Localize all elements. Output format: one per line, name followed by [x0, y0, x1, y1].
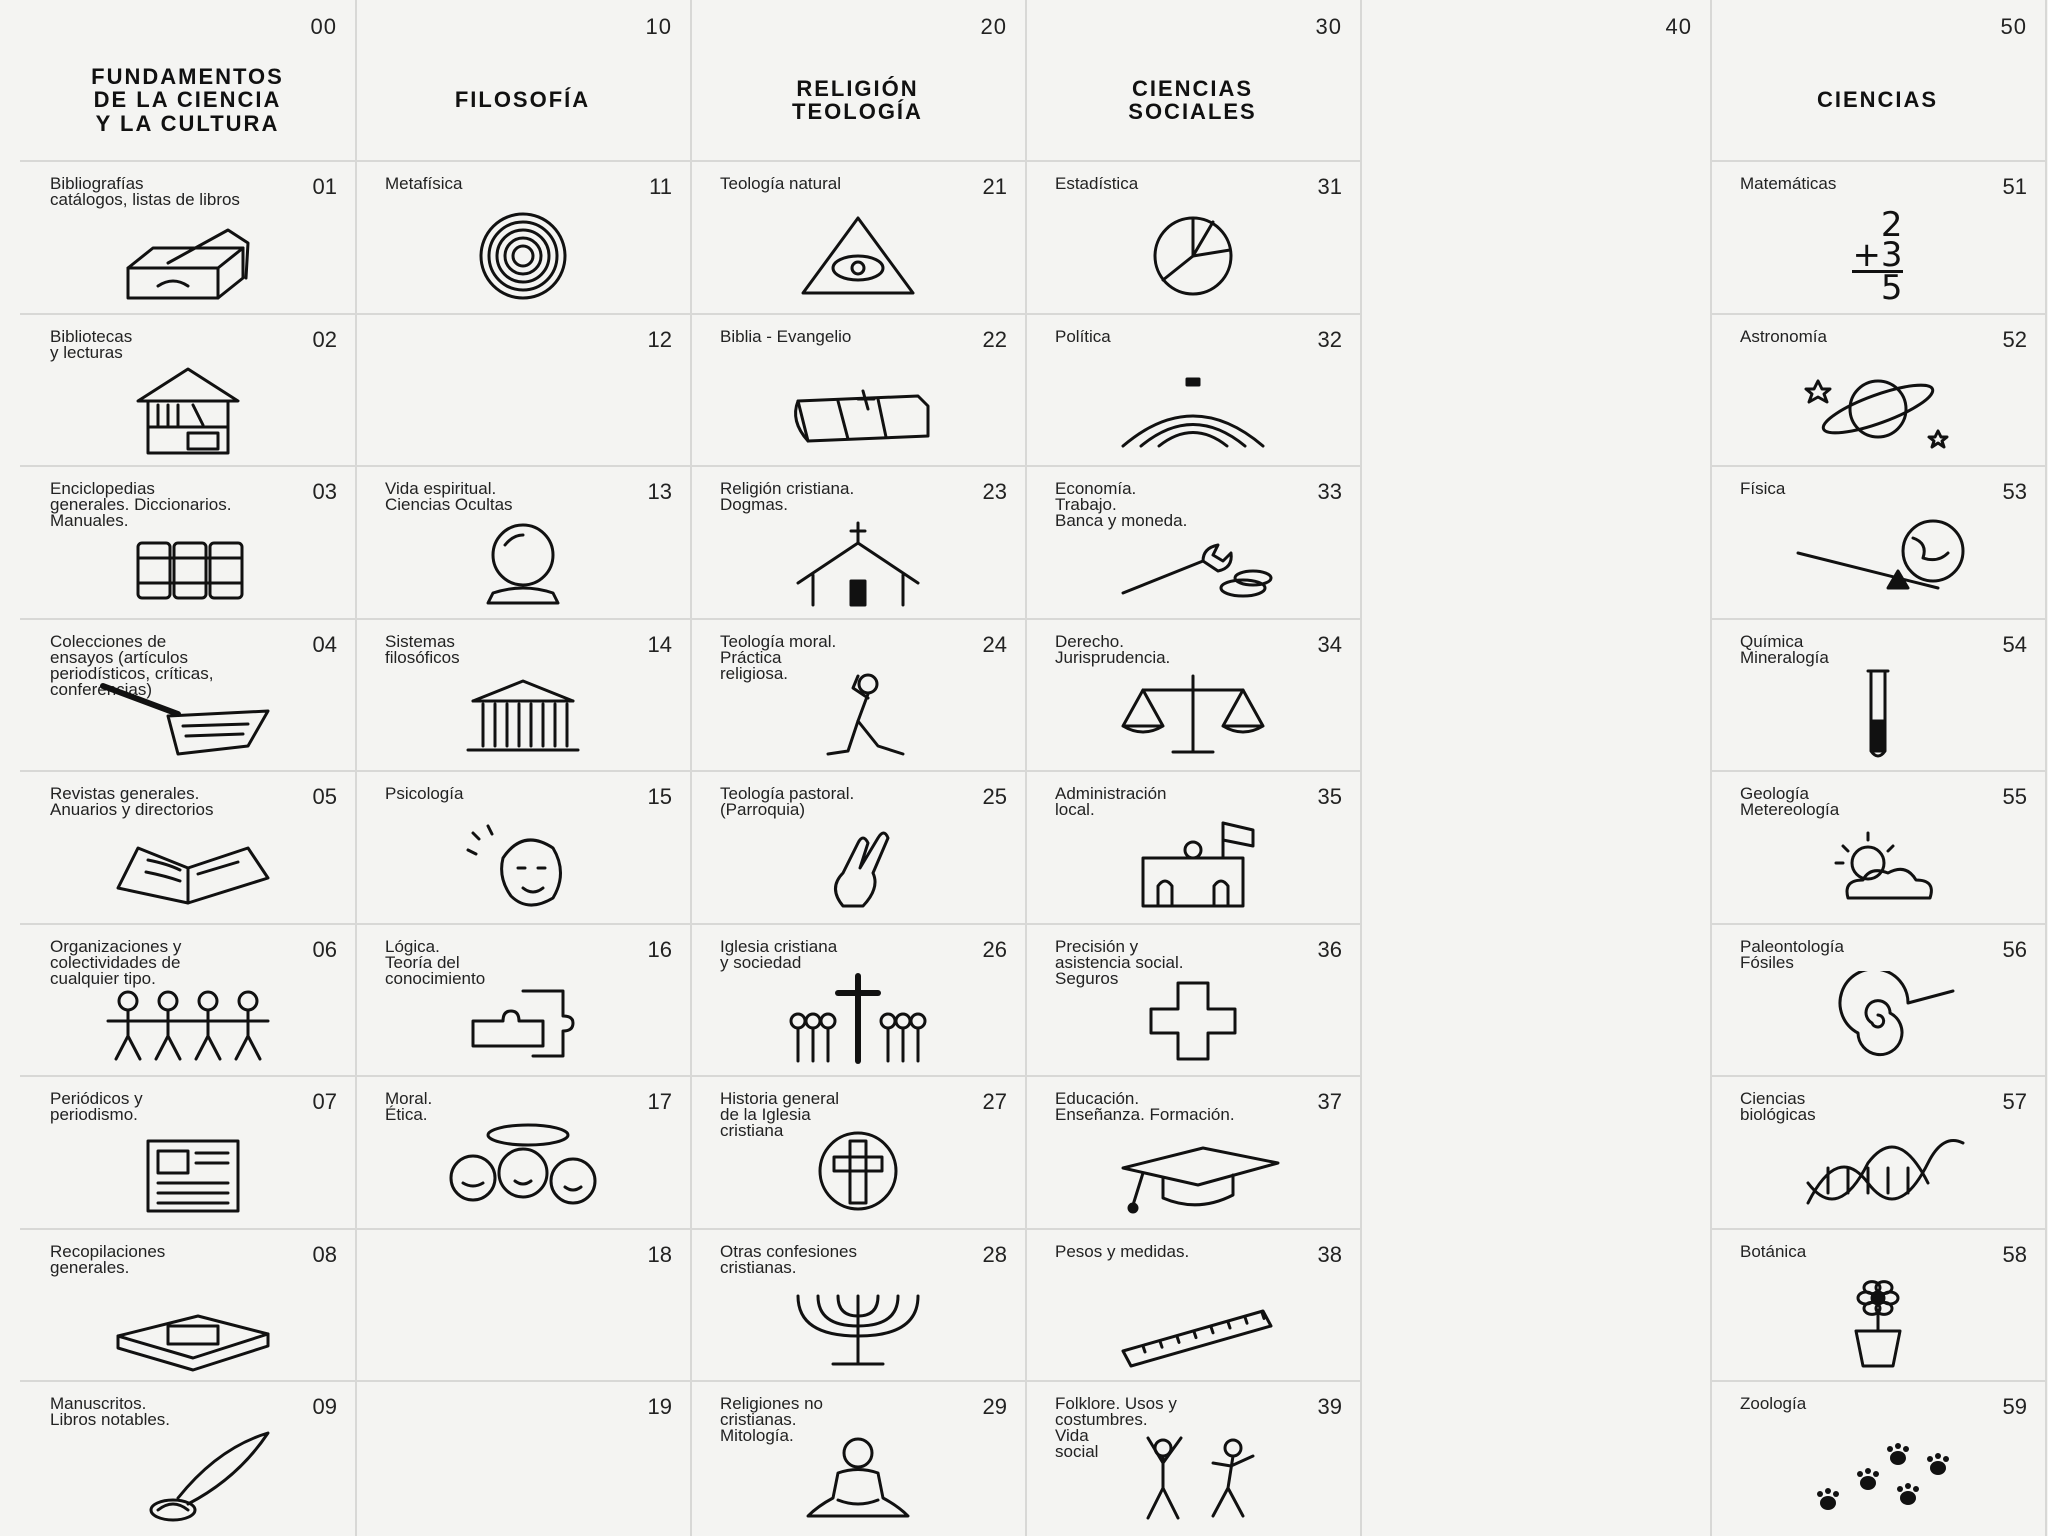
category-code: 58 — [2002, 1241, 2027, 1267]
addition-icon — [1710, 206, 2045, 306]
category-label: Bibliotecas y lecturas — [50, 326, 133, 362]
category-code: 31 — [1317, 174, 1342, 199]
category-label: Educación. Enseñanza. Formación. — [1055, 1089, 1235, 1124]
category-cell-17 — [355, 1075, 690, 1229]
category-cell-08 — [20, 1228, 355, 1382]
category-cell-23 — [690, 465, 1025, 619]
category-cell-06 — [20, 923, 355, 1077]
category-label: Organizaciones y colectividades de cualquier tipo. — [50, 936, 182, 988]
category-cell-05 — [20, 770, 355, 924]
category-label: Otras confesiones cristianas. — [720, 1241, 858, 1277]
category-code: 08 — [312, 1241, 337, 1267]
category-code: 06 — [312, 936, 337, 962]
category-label: Teología pastoral. (Parroquia) — [720, 784, 855, 819]
category-cell-04 — [20, 618, 355, 772]
category-code: 26 — [982, 936, 1007, 962]
category-code: 28 — [982, 1241, 1007, 1267]
category-cell-55 — [1710, 770, 2045, 924]
category-code: 51 — [2002, 174, 2027, 199]
category-code: 23 — [982, 479, 1007, 504]
sun-cloud-icon — [1710, 816, 2045, 916]
scales-icon — [1025, 664, 1360, 764]
category-cell-22 — [690, 313, 1025, 467]
category-label: Moral. Ética. — [385, 1089, 433, 1124]
category-label: Política — [1055, 326, 1111, 346]
category-code: 32 — [1317, 326, 1342, 352]
category-label: Paleontología Fósiles — [1740, 936, 1844, 972]
column-heading: FILOSOFÍA — [454, 87, 591, 113]
lever-globe-icon — [1710, 511, 2045, 611]
category-cell-14 — [355, 618, 690, 772]
category-code: 57 — [2002, 1089, 2027, 1114]
category-label: Religiones no cristianas. Mitología. — [720, 1394, 824, 1445]
category-code: 38 — [1317, 1241, 1342, 1267]
math-term: +3 — [1852, 234, 1903, 275]
category-cell-39 — [1025, 1380, 1360, 1534]
category-code: 16 — [647, 936, 672, 962]
column-30 — [1025, 0, 1362, 1536]
column-heading: CIENCIAS — [1816, 87, 1939, 113]
category-cell-02 — [20, 313, 355, 467]
category-label: Teología moral. Práctica religiosa. — [720, 631, 837, 683]
faces-icon — [355, 1121, 690, 1221]
spiral-icon — [355, 206, 690, 306]
column-number: 40 — [1665, 14, 1692, 39]
category-label: Historia general de la Iglesia cristiana — [720, 1089, 840, 1140]
buddha-icon — [690, 1426, 1025, 1526]
category-label: Periódicos y periodismo. — [50, 1089, 143, 1124]
category-code: 15 — [647, 784, 672, 809]
category-label: Vida espiritual. Ciencias Ocultas — [385, 479, 513, 514]
puzzle-icon — [355, 969, 690, 1069]
column-number: 20 — [980, 14, 1007, 39]
library-icon — [20, 359, 355, 459]
column-heading: FUNDAMENTOS DE LA CIENCIA Y LA CULTURA — [91, 64, 284, 136]
dancers-icon — [1025, 1426, 1360, 1526]
category-cell-13 — [355, 465, 690, 619]
category-cell-26 — [690, 923, 1025, 1077]
column-number: 50 — [2000, 14, 2027, 39]
category-cell-58 — [1710, 1228, 2045, 1382]
column-heading: CIENCIAS SOCIALES — [1128, 75, 1257, 124]
category-cell-01 — [20, 160, 355, 314]
category-label: Manuscritos. Libros notables. — [50, 1394, 171, 1429]
category-cell-52 — [1710, 313, 2045, 467]
category-label: Economía. Trabajo. Banca y moneda. — [1055, 479, 1188, 530]
crowd-cross-icon — [690, 969, 1025, 1069]
category-label: Zoología — [1740, 1394, 1807, 1413]
category-label: Precisión y asistencia social. Seguros — [1055, 936, 1184, 988]
category-cell-21 — [690, 160, 1025, 314]
blessing-hand-icon — [690, 816, 1025, 916]
category-label: Folklore. Usos y costumbres. Vida social — [1055, 1394, 1177, 1461]
category-code: 09 — [312, 1394, 337, 1419]
category-code: 34 — [1317, 631, 1342, 657]
eye-triangle-icon — [690, 206, 1025, 306]
category-label: Metafísica — [385, 174, 463, 193]
column-number: 30 — [1315, 14, 1342, 39]
category-cell-57 — [1710, 1075, 2045, 1229]
category-label: Colecciones de ensayos (artículos periodísticos, críticas, conferencias) — [50, 631, 214, 699]
column-40 — [1380, 0, 1712, 1536]
wrench-coins-icon — [1025, 511, 1360, 611]
category-code: 56 — [2002, 936, 2027, 962]
cross-circle-icon — [690, 1121, 1025, 1221]
category-cell-37 — [1025, 1075, 1360, 1229]
category-cell-36 — [1025, 923, 1360, 1077]
category-label: Enciclopedias generales. Diccionarios. Manuales. — [50, 479, 232, 530]
crystal-ball-icon — [355, 511, 690, 611]
category-label: Geología Metereología — [1740, 784, 1840, 819]
category-label: Biblia - Evangelio — [720, 326, 852, 346]
planet-icon — [1710, 359, 2045, 459]
category-code: 53 — [2002, 479, 2027, 504]
bible-icon — [690, 359, 1025, 459]
math-term: 2 — [1880, 204, 1903, 245]
category-cell-19 — [355, 1380, 690, 1534]
category-label: Iglesia cristiana y sociedad — [720, 936, 838, 972]
category-code: 39 — [1317, 1394, 1342, 1419]
parliament-icon — [1025, 359, 1360, 459]
category-cell-28 — [690, 1228, 1025, 1382]
category-code: 07 — [312, 1089, 337, 1114]
category-cell-11 — [355, 160, 690, 314]
category-cell-24 — [690, 618, 1025, 772]
category-code: 14 — [647, 631, 672, 657]
category-code: 01 — [312, 174, 337, 199]
temple-icon — [355, 664, 690, 764]
category-label: Administración local. — [1055, 784, 1167, 819]
category-code: 13 — [647, 479, 672, 504]
category-cell-29 — [690, 1380, 1025, 1534]
category-cell-15 — [355, 770, 690, 924]
category-label: Matemáticas — [1740, 174, 1837, 193]
category-code: 55 — [2002, 784, 2027, 809]
open-book-icon — [20, 816, 355, 916]
column-number: 10 — [645, 14, 672, 39]
category-code: 03 — [312, 479, 337, 504]
category-label: Sistemas filosóficos — [385, 631, 460, 667]
category-cell-18 — [355, 1228, 690, 1382]
category-code: 21 — [982, 174, 1007, 199]
category-code: 35 — [1317, 784, 1342, 809]
category-label: Bibliografías catálogos, listas de libros — [50, 174, 240, 209]
category-cell-35 — [1025, 770, 1360, 924]
category-code: 17 — [647, 1089, 672, 1114]
category-code: 04 — [312, 631, 337, 657]
category-label: Teología natural — [720, 174, 841, 193]
category-code: 19 — [647, 1394, 672, 1419]
praying-figure-icon — [690, 664, 1025, 764]
church-icon — [690, 511, 1025, 611]
category-label: Revistas generales. Anuarios y directorios — [50, 784, 214, 819]
category-cell-32 — [1025, 313, 1360, 467]
quill-icon — [20, 1426, 355, 1526]
category-code: 02 — [312, 326, 337, 352]
fossil-shell-icon — [1710, 969, 2045, 1069]
people-chain-icon — [20, 969, 355, 1069]
category-code: 36 — [1317, 936, 1342, 962]
town-hall-icon — [1025, 816, 1360, 916]
paw-prints-icon — [1710, 1426, 2045, 1526]
category-label: Religión cristiana. Dogmas. — [720, 479, 855, 514]
category-cell-34 — [1025, 618, 1360, 772]
category-cell-03 — [20, 465, 355, 619]
category-label: Ciencias biológicas — [1740, 1089, 1816, 1124]
category-cell-07 — [20, 1075, 355, 1229]
category-code: 11 — [649, 174, 672, 199]
column-number: 00 — [310, 14, 337, 39]
pie-chart-icon — [1025, 206, 1360, 306]
category-cell-09 — [20, 1380, 355, 1534]
thinking-head-icon — [355, 816, 690, 916]
newspaper-icon — [20, 1121, 355, 1221]
category-cell-16 — [355, 923, 690, 1077]
graduation-cap-icon — [1025, 1121, 1360, 1221]
category-code: 29 — [982, 1394, 1007, 1419]
category-label: Derecho. Jurisprudencia. — [1055, 631, 1171, 667]
dna-icon — [1710, 1121, 2045, 1221]
category-code: 54 — [2002, 631, 2027, 657]
encyclopedia-icon — [20, 511, 355, 611]
category-cell-54 — [1710, 618, 2045, 772]
book-icon — [20, 1274, 355, 1374]
math-result: 5 — [1852, 270, 1902, 303]
file-box-icon — [20, 206, 355, 306]
category-cell-27 — [690, 1075, 1025, 1229]
category-label: Recopilaciones generales. — [50, 1241, 166, 1277]
category-code: 05 — [312, 784, 337, 809]
category-cell-59 — [1710, 1380, 2045, 1534]
menorah-icon — [690, 1274, 1025, 1374]
category-cell-38 — [1025, 1228, 1360, 1382]
pen-paper-icon — [20, 664, 355, 764]
category-cell-25 — [690, 770, 1025, 924]
column-20 — [690, 0, 1027, 1536]
category-cell-33 — [1025, 465, 1360, 619]
test-tube-icon — [1710, 664, 2045, 764]
column-heading: RELIGIÓN TEOLOGÍA — [792, 75, 923, 124]
category-label: Astronomía — [1740, 326, 1827, 346]
column-10 — [355, 0, 692, 1536]
category-code: 18 — [647, 1241, 672, 1267]
category-label: Lógica. Teoría del conocimiento — [385, 936, 486, 988]
category-code: 33 — [1317, 479, 1342, 504]
category-code: 52 — [2002, 326, 2027, 352]
category-cell-31 — [1025, 160, 1360, 314]
category-code: 25 — [982, 784, 1007, 809]
category-cell-56 — [1710, 923, 2045, 1077]
category-code: 24 — [982, 631, 1007, 657]
medical-cross-icon — [1025, 969, 1360, 1069]
category-label: Física — [1740, 479, 1786, 498]
category-label: Química Mineralogía — [1740, 631, 1829, 667]
category-cell-51 — [1710, 160, 2045, 314]
category-label: Pesos y medidas. — [1055, 1241, 1190, 1261]
ruler-icon — [1025, 1274, 1360, 1374]
flower-pot-icon — [1710, 1274, 2045, 1374]
category-label: Botánica — [1740, 1241, 1807, 1261]
category-code: 27 — [982, 1089, 1007, 1114]
category-code: 59 — [2002, 1394, 2027, 1419]
column-00 — [20, 0, 357, 1536]
column-50 — [1710, 0, 2047, 1536]
category-cell-53 — [1710, 465, 2045, 619]
category-label: Estadística — [1055, 174, 1139, 193]
category-cell-12 — [355, 313, 690, 467]
category-code: 37 — [1317, 1089, 1342, 1114]
category-code: 22 — [982, 326, 1007, 352]
category-label: Psicología — [385, 784, 464, 803]
category-code: 12 — [647, 326, 672, 352]
